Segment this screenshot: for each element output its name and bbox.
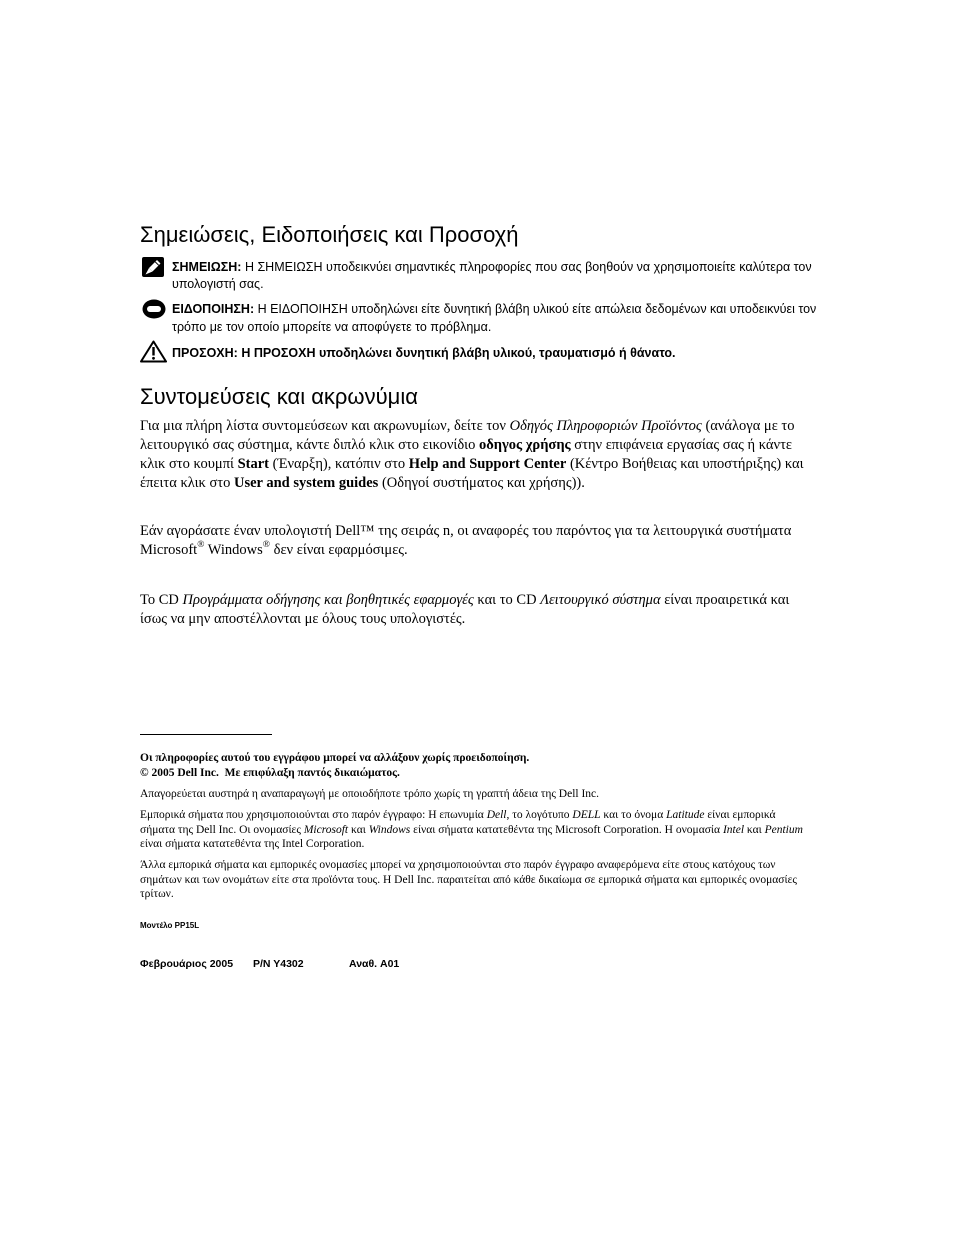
trademark-name: Intel <box>722 823 745 836</box>
text-run: και το όνομα <box>600 809 667 821</box>
trademark-name: Pentium <box>764 823 803 836</box>
text-run: και το CD <box>473 592 541 608</box>
start-button-name: Start <box>237 456 269 472</box>
other-trademarks-notice <box>140 858 797 902</box>
trademarks-notice <box>140 808 803 852</box>
abbreviations-section-heading: Συντομεύσεις και ακρωνύμια <box>140 384 418 409</box>
text-run: λειτουργικό σας σύστημα, κάντε διπλό κλικ στο εικονίδιο <box>140 437 479 453</box>
optional-cds-paragraph <box>140 591 789 629</box>
help-center-name: Help and Support Center <box>408 456 567 472</box>
revision: Αναθ. A01 <box>349 958 400 970</box>
text-run: σημάτων και των ονομάτων είτε στα προϊόντα τους. Η Dell Inc. παραιτείται από κάθε δικαίωμα σε εμπορικά σήματα και εμπορικές ονομασίες <box>140 873 797 886</box>
text-run: είναι σήματα κατατεθέντα της Intel Corporation. <box>140 838 365 850</box>
text-run: ίσως να μην αποστέλλονται με όλους τους υπολογιστές. <box>140 611 466 627</box>
text-run: είναι σήματα κατατεθέντα της Microsoft Corporation. Η ονομασία <box>410 823 723 836</box>
notice-text: Η ΕΙΔΟΠΟΙΗΣΗ υποδηλώνει είτε δυνητική βλάβη υλικού είτε απώλεια δεδομένων και υποδεικνύει τον <box>254 302 817 316</box>
registered-mark: ® <box>197 540 205 551</box>
text-run: , το λογότυπο <box>506 809 573 821</box>
notice-text: τρόπο με τον οποίο μπορείτε να αποφύγετε το πρόβλημα. <box>172 320 492 334</box>
trademark-name: Microsoft <box>303 823 349 836</box>
drivers-cd-title: Προγράμματα οδήγησης και βοηθητικές εφαρμογές <box>182 592 474 608</box>
caution-admonition <box>172 345 676 362</box>
os-cd-title: Λειτουργικό σύστημα <box>540 592 661 608</box>
desktop-icon-name: οδηγος χρήσης <box>478 437 571 453</box>
text-run: τρίτων. <box>140 888 174 900</box>
text-run: (ανάλογα με το <box>701 418 795 434</box>
note-label: ΣΗΜΕΙΩΣΗ: <box>172 260 242 274</box>
publication-date: Φεβρουάριος 2005 <box>140 958 234 970</box>
text-run: σήματα της Dell Inc. Οι ονομασίες <box>140 823 304 836</box>
text-run: Εάν αγοράσατε έναν υπολογιστή Dell™ της σειράς n, οι αναφορές του παρόντος για τα λειτουργικά συστήματα <box>140 523 792 539</box>
abbreviations-paragraph <box>140 417 804 493</box>
notes-section-heading: Σημειώσεις, Ειδοποιήσεις και Προσοχή <box>140 222 519 247</box>
caution-text: Η ΠΡΟΣΟΧΗ υποδηλώνει δυνητική βλάβη υλικού, τραυματισμό ή θάνατο. <box>237 346 676 360</box>
user-guides-name: User and system guides <box>233 475 379 491</box>
registered-mark: ® <box>262 540 270 551</box>
change-notice <box>140 751 529 781</box>
trademark-name: DELL <box>572 809 601 821</box>
text-run: έπειτα κλικ στο <box>140 475 234 491</box>
text-run: και <box>348 823 369 836</box>
text-run: στην επιφάνεια εργασίας σας ή κάντε <box>570 437 792 453</box>
pencil-icon <box>142 257 164 282</box>
part-number: P/N Y4302 <box>253 958 304 970</box>
model-number: Μοντέλο PP15L <box>140 921 200 930</box>
notice-admonition <box>172 300 816 336</box>
caution-label: ΠΡΟΣΟΧΗ: <box>172 346 238 360</box>
trademark-name: Latitude <box>666 809 705 821</box>
copyright-text: © 2005 Dell Inc. Με επιφύλαξη παντός δικαιώματος. <box>140 767 400 779</box>
reproduction-notice: Απαγορεύεται αυστηρά η αναπαραγωγή με οποιοδήποτε τρόπο χωρίς τη γραπτή άδεια της Dell Inc. <box>140 788 600 800</box>
text-run: και <box>744 823 765 836</box>
note-admonition <box>172 259 812 293</box>
trademark-name: Windows <box>368 823 411 836</box>
text-run: (Κέντρο Βοήθειας και υποστήριξης) και <box>566 456 804 472</box>
text-run: Windows <box>204 542 263 558</box>
text-run: κλικ στο κουμπί <box>140 456 238 472</box>
notice-label: ΕΙΔΟΠΟΙΗΣΗ: <box>172 302 255 316</box>
publication-info <box>140 957 440 971</box>
text-run: είναι προαιρετικά και <box>660 592 790 608</box>
change-notice-text: Οι πληροφορίες αυτού του εγγράφου μπορεί να αλλάξουν χωρίς προειδοποίηση. <box>140 752 530 764</box>
text-run: δεν είναι εφαρμόσιμες. <box>270 542 408 558</box>
footnote-divider <box>140 734 272 735</box>
text-run: Εμπορικά σήματα που χρησιμοποιούνται στο παρόν έγγραφο: Η επωνυμία <box>140 809 487 821</box>
note-text: υπολογιστή σας. <box>172 277 264 291</box>
text-run: Για μια πλήρη λίστα συντομεύσεων και ακρωνυμίων, δείτε τον <box>140 418 510 434</box>
caution-triangle-icon <box>140 340 167 368</box>
text-run: Microsoft <box>140 542 198 558</box>
trademark-name: Dell <box>486 809 507 821</box>
text-run: Το CD <box>140 592 183 608</box>
text-run: Άλλα εμπορικά σήματα και εμπορικές ονομασίες μπορεί να χρησιμοποιούνται στο παρόν έγγραφο αναφερόμενα είτε στους κατόχους των <box>140 859 776 871</box>
text-run: (Έναρξη), κατόπιν στο <box>268 456 409 472</box>
text-run: είναι εμπορικά <box>704 809 776 821</box>
guide-title: Οδηγός Πληροφοριών Προϊόντος <box>509 418 702 434</box>
notice-icon <box>142 299 166 324</box>
text-run: (Οδηγοί συστήματος και χρήσης)). <box>378 475 585 491</box>
n-series-paragraph <box>140 522 791 560</box>
note-text: Η ΣΗΜΕΙΩΣΗ υποδεικνύει σημαντικές πληροφορίες που σας βοηθούν να χρησιμοποιείτε καλύτερα τον <box>241 260 812 274</box>
